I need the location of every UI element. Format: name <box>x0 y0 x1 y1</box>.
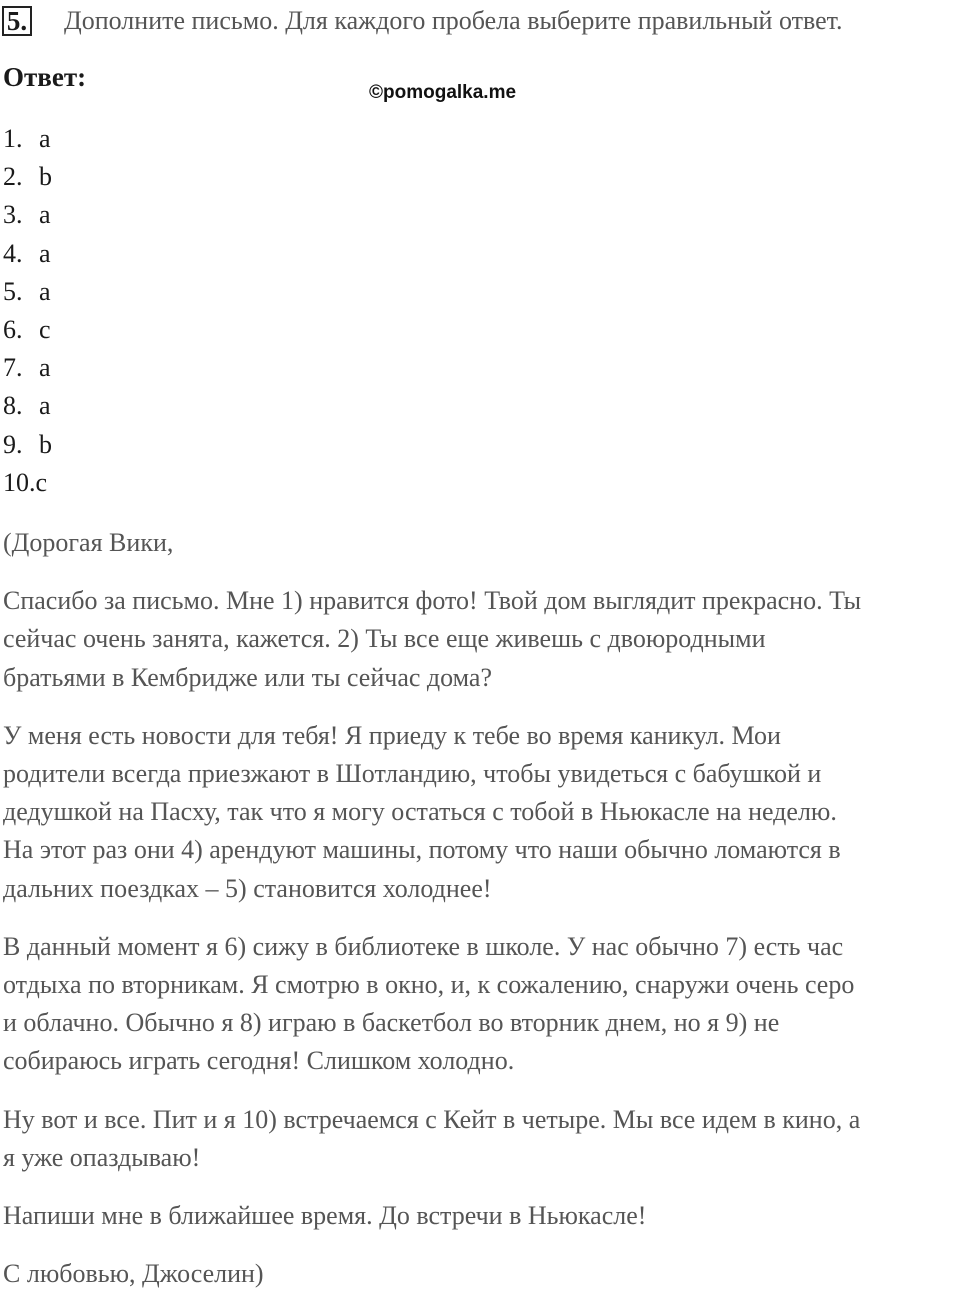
answer-item <box>3 273 52 311</box>
answer-value: a <box>39 200 51 230</box>
answer-number: 2. <box>3 162 23 192</box>
answer-number: 5. <box>3 276 23 306</box>
answer-value: b <box>39 429 52 459</box>
watermark: ©pomogalka.me <box>369 82 517 103</box>
answer-number: 7. <box>3 353 23 383</box>
text-line: На этот раз они 4) арендуют машины, потому что наши обычно ломаются в <box>3 835 841 865</box>
text-line: В данный момент я 6) сижу в библиотеке в школе. У нас обычно 7) есть час <box>3 931 844 961</box>
answer-item <box>3 196 52 234</box>
answer-value: b <box>39 162 52 192</box>
answer-item <box>3 120 52 158</box>
text-line: братьями в Кембридже или ты сейчас дома? <box>3 662 492 692</box>
answer-item <box>3 426 52 464</box>
answer-value: a <box>39 391 51 421</box>
answer-number: 10. <box>3 467 36 497</box>
text-line: собираюсь играть сегодня! Слишком холодно. <box>3 1046 515 1076</box>
text-line: отдыха по вторникам. Я смотрю в окно, и, к сожалению, снаружи очень серо <box>3 970 855 1000</box>
task-instruction: Дополните письмо. Для каждого пробела выберите правильный ответ. <box>64 6 843 35</box>
task-header <box>2 4 843 38</box>
letter-paragraph-5: Напиши мне в ближайшее время. До встречи в Ньюкасле! <box>3 1201 647 1231</box>
answer-item <box>3 387 52 425</box>
letter-body <box>3 524 960 1313</box>
answer-number: 1. <box>3 124 23 153</box>
answer-value: a <box>39 124 51 153</box>
answer-item <box>3 349 52 387</box>
letter-paragraph-3 <box>3 928 960 1081</box>
text-line: Ну вот и все. Пит и я 10) встречаемся с Кейт в четыре. Мы все идем в кино, а <box>3 1104 861 1134</box>
letter-paragraph-2 <box>3 717 960 908</box>
text-line: родители всегда приезжают в Шотландию, чтобы увидеться с бабушкой и <box>3 759 822 789</box>
answer-number: 8. <box>3 391 23 421</box>
text-line: Спасибо за письмо. Мне 1) нравится фото! Твой дом выглядит прекрасно. Ты <box>3 586 862 616</box>
letter-greeting: (Дорогая Вики, <box>3 528 174 557</box>
letter-paragraph-1 <box>3 582 960 697</box>
letter-paragraph-4 <box>3 1101 960 1177</box>
answer-label: Ответ: <box>3 62 87 92</box>
answer-number: 3. <box>3 200 23 230</box>
letter-closing: С любовью, Джоселин) <box>3 1259 264 1289</box>
text-line: и облачно. Обычно я 8) играю в баскетбол во вторник днем, но я 9) не <box>3 1008 780 1038</box>
answer-value: a <box>39 238 51 268</box>
answer-number: 6. <box>3 315 23 345</box>
text-line: У меня есть новости для тебя! Я приеду к тебе во время каникул. Мои <box>3 720 781 750</box>
answer-number: 4. <box>3 238 23 268</box>
answer-value: c <box>39 315 51 345</box>
answer-item <box>3 235 52 273</box>
text-line: сейчас очень занята, кажется. 2) Ты все еще живешь с двоюродными <box>3 624 766 654</box>
answer-item <box>3 158 52 196</box>
answer-value: c <box>35 467 48 497</box>
answer-value: a <box>39 353 51 383</box>
text-line: дальних поездках – 5) становится холоднее! <box>3 873 492 903</box>
text-line: дедушкой на Пасху, так что я могу остаться с тобой в Ньюкасле на неделю. <box>3 797 837 827</box>
answer-item <box>3 464 52 502</box>
task-number: 5. <box>2 6 32 36</box>
answer-list <box>3 120 52 502</box>
answer-item <box>3 311 52 349</box>
answer-number: 9. <box>3 429 23 459</box>
text-line: я уже опаздываю! <box>3 1142 201 1172</box>
answer-value: a <box>39 276 51 306</box>
